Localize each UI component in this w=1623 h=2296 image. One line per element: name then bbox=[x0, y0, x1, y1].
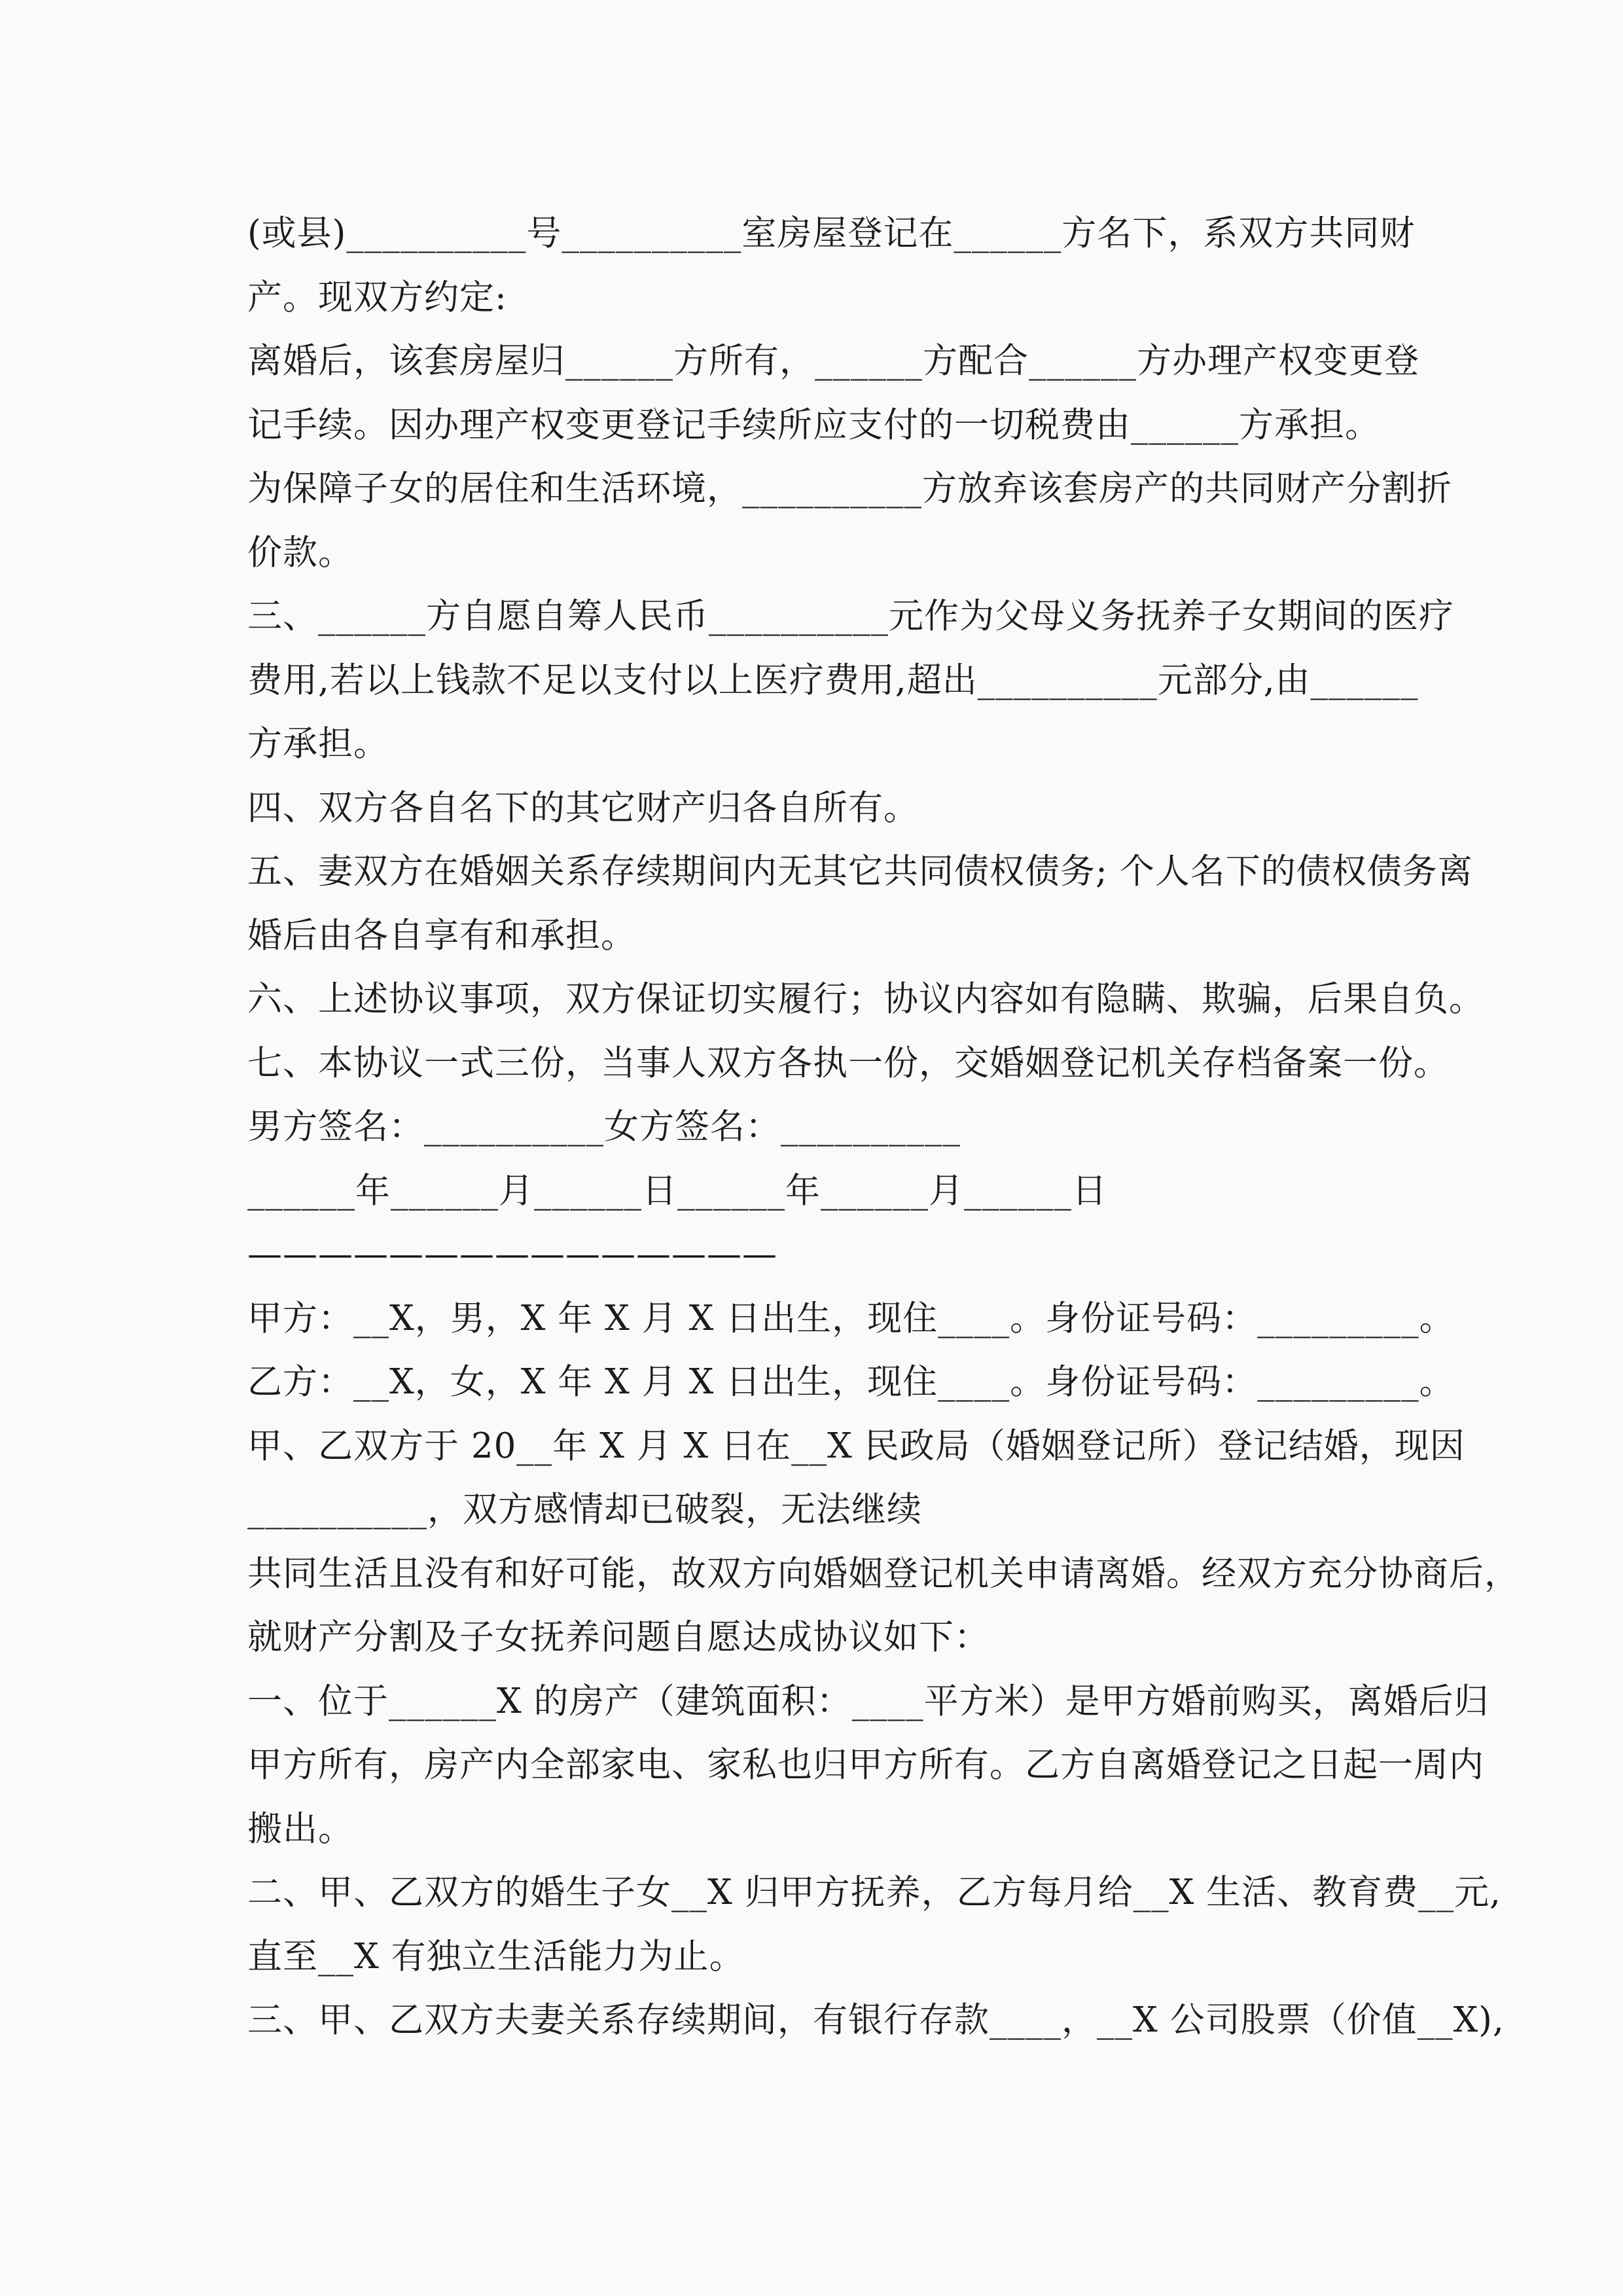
document-line: 记手续。因办理产权变更登记手续所应支付的一切税费由______方承担。 bbox=[247, 404, 1380, 445]
document-line: 五、妻双方在婚姻关系存续期间内无其它共同债权债务; 个人名下的债权债务离 bbox=[247, 852, 1473, 891]
document-line: 为保障子女的居住和生活环境，__________方放弃该套房产的共同财产分割折 bbox=[247, 469, 1452, 509]
document-line: 价款。 bbox=[247, 532, 353, 573]
document-line: 甲方所有，房产内全部家电、家私也归甲方所有。乙方自离婚登记之日起一周内 bbox=[247, 1745, 1484, 1785]
document-line: 一、位于______X 的房产（建筑面积：____平方米）是甲方婚前购买，离婚后归 bbox=[247, 1681, 1489, 1721]
document-text-block bbox=[247, 202, 1520, 2053]
document-line: 四、双方各自名下的其它财产归各自所有。 bbox=[247, 787, 919, 828]
document-line: (或县)__________号__________室房屋登记在______方名下，系双方共同财 bbox=[247, 213, 1416, 253]
document-line: 七、本协议一式三份，当事人双方各执一份，交婚姻登记机关存档备案一份。 bbox=[247, 1043, 1449, 1083]
document-line: 离婚后，该套房屋归______方所有，______方配合______方办理产权变更登 bbox=[247, 341, 1419, 381]
date-line: ______年______月______日______年______月______日 bbox=[247, 1170, 1107, 1211]
party-a-line: 甲方：__X，男，X 年 X 月 X 日出生，现住____。身份证号码：_________。 bbox=[247, 1298, 1455, 1338]
document-line: 产。现双方约定: bbox=[247, 277, 507, 317]
document-line: 甲、乙双方于 20__年 X 月 X 日在__X 民政局（婚姻登记所）登记结婚，现因 bbox=[247, 1426, 1465, 1466]
document-line: 二、甲、乙双方的婚生子女__X 归甲方抚养，乙方每月给__X 生活、教育费__元, bbox=[247, 1873, 1502, 1912]
document-line: __________，双方感情却已破裂，无法继续 bbox=[247, 1490, 922, 1530]
document-line: 六、上述协议事项，双方保证切实履行；协议内容如有隐瞒、欺骗，后果自负。 bbox=[247, 979, 1484, 1019]
document-line: 婚后由各自享有和承担。 bbox=[247, 915, 636, 956]
document-line: 费用,若以上钱款不足以支付以上医疗费用,超出__________元部分,由______ bbox=[247, 660, 1419, 700]
document-line: 方承担。 bbox=[247, 724, 389, 764]
document-line: 三、甲、乙双方夫妻关系存续期间，有银行存款____，__X 公司股票（价值__X), bbox=[247, 2000, 1505, 2040]
document-line: 搬出。 bbox=[247, 1808, 353, 1849]
document-line: 直至__X 有独立生活能力为止。 bbox=[247, 1936, 745, 1977]
party-b-line: 乙方：__X，女，X 年 X 月 X 日出生，现住____。身份证号码：_________。 bbox=[247, 1362, 1455, 1402]
document-line: 共同生活且没有和好可能，故双方向婚姻登记机关申请离婚。经双方充分协商后， bbox=[247, 1553, 1520, 1594]
document-line: 三、______方自愿自筹人民币__________元作为父母义务抚养子女期间的医疗 bbox=[247, 596, 1454, 636]
signature-line-husband-wife: 男方签名：__________女方签名：__________ bbox=[247, 1107, 961, 1147]
section-divider-dashes: ——————————————— bbox=[247, 1234, 777, 1274]
document-line: 就财产分割及子女抚养问题自愿达成协议如下： bbox=[247, 1617, 990, 1657]
